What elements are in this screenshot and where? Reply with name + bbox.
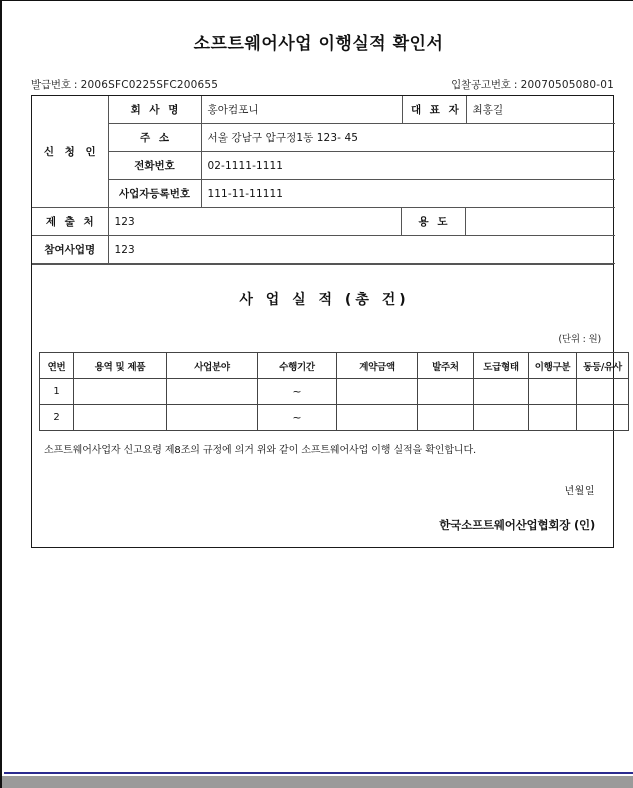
column-header-fulfillment-type: 이행구분 <box>529 353 577 379</box>
phone-value[interactable]: 02-1111-1111 <box>201 152 615 180</box>
project-name-value[interactable]: 123 <box>108 236 615 264</box>
phone-label: 전화번호 <box>108 152 201 180</box>
cell-fulfillment-type[interactable] <box>529 405 577 431</box>
table-row <box>40 405 629 431</box>
submission-table <box>32 208 615 264</box>
address-label: 주 소 <box>108 124 201 152</box>
issue-number-value: 2006SFC0225SFC200655 <box>80 79 219 91</box>
business-registration-label: 사업자등록번호 <box>108 180 201 208</box>
cell-period[interactable]: ~ <box>258 405 337 431</box>
issue-number <box>31 77 218 92</box>
cell-seq: 1 <box>40 379 74 405</box>
column-header-period: 수행기간 <box>258 353 337 379</box>
performance-header-row <box>40 353 629 379</box>
column-header-seq: 연번 <box>40 353 74 379</box>
bottom-band <box>2 776 633 788</box>
cell-equivalence[interactable] <box>577 379 629 405</box>
performance-unit-note: (단위 : 원) <box>558 334 601 345</box>
table-row <box>32 236 615 264</box>
performance-section <box>32 264 622 547</box>
cell-contract-type[interactable] <box>474 405 529 431</box>
performance-heading: 사 업 실 적 (총 건) <box>239 292 410 308</box>
cell-service-product[interactable] <box>74 379 167 405</box>
document-number-row <box>31 77 614 91</box>
representative-value[interactable]: 최홍길 <box>466 96 615 124</box>
bottom-rule <box>4 772 633 774</box>
cell-equivalence[interactable] <box>577 405 629 431</box>
applicant-table <box>32 96 615 208</box>
cell-business-field[interactable] <box>167 379 258 405</box>
column-header-equivalence: 동등/유사 <box>577 353 629 379</box>
table-row <box>32 124 615 152</box>
statement-signer: 한국소프트웨어산업협회장 (인) <box>439 518 595 532</box>
cell-client[interactable] <box>418 405 474 431</box>
company-name-value[interactable]: 홍아컴포니 <box>201 96 402 124</box>
certificate-frame <box>31 95 622 548</box>
cell-fulfillment-type[interactable] <box>529 379 577 405</box>
cell-client[interactable] <box>418 379 474 405</box>
purpose-value[interactable] <box>465 208 615 236</box>
representative-label: 대 표 자 <box>402 96 466 124</box>
bid-notice-number-value: 20070505080-01 <box>520 79 614 91</box>
cell-business-field[interactable] <box>167 405 258 431</box>
company-name-label: 회 사 명 <box>108 96 201 124</box>
purpose-label: 용 도 <box>401 208 465 236</box>
applicant-section-label: 신 청 인 <box>32 96 108 208</box>
statement-block <box>32 431 613 547</box>
column-header-contract-type: 도급형태 <box>474 353 529 379</box>
bid-notice-number-label: 입찰공고번호 : <box>451 79 518 91</box>
cell-seq: 2 <box>40 405 74 431</box>
issue-number-label: 발급번호 : <box>31 79 78 91</box>
statement-text: 소프트웨어사업자 신고요령 제8조의 규정에 의거 위와 같이 소프트웨어사업 이행 실적을 확인합니다. <box>44 445 477 456</box>
address-value[interactable]: 서울 강남구 압구정1동 123- 45 <box>201 124 615 152</box>
cell-contract-type[interactable] <box>474 379 529 405</box>
submit-to-label: 제 출 처 <box>32 208 108 236</box>
project-name-label: 참여사업명 <box>32 236 108 264</box>
business-registration-value[interactable]: 111-11-11111 <box>201 180 615 208</box>
table-row <box>32 180 615 208</box>
submit-to-value[interactable]: 123 <box>108 208 401 236</box>
column-header-service-product: 용역 및 제품 <box>74 353 167 379</box>
cell-contract-amount[interactable] <box>337 405 418 431</box>
statement-date-line: 년월일 <box>564 486 595 497</box>
performance-table-holder <box>32 352 622 431</box>
bid-notice-number <box>451 77 614 92</box>
table-row <box>32 152 615 180</box>
cell-service-product[interactable] <box>74 405 167 431</box>
column-header-business-field: 사업분야 <box>167 353 258 379</box>
page-title: 소프트웨어사업 이행실적 확인서 <box>193 34 444 54</box>
column-header-contract-amount: 계약금액 <box>337 353 418 379</box>
performance-table <box>39 352 629 431</box>
column-header-client: 발주처 <box>418 353 474 379</box>
table-row <box>32 96 615 124</box>
table-row <box>32 208 615 236</box>
table-row <box>40 379 629 405</box>
cell-contract-amount[interactable] <box>337 379 418 405</box>
cell-period[interactable]: ~ <box>258 379 337 405</box>
